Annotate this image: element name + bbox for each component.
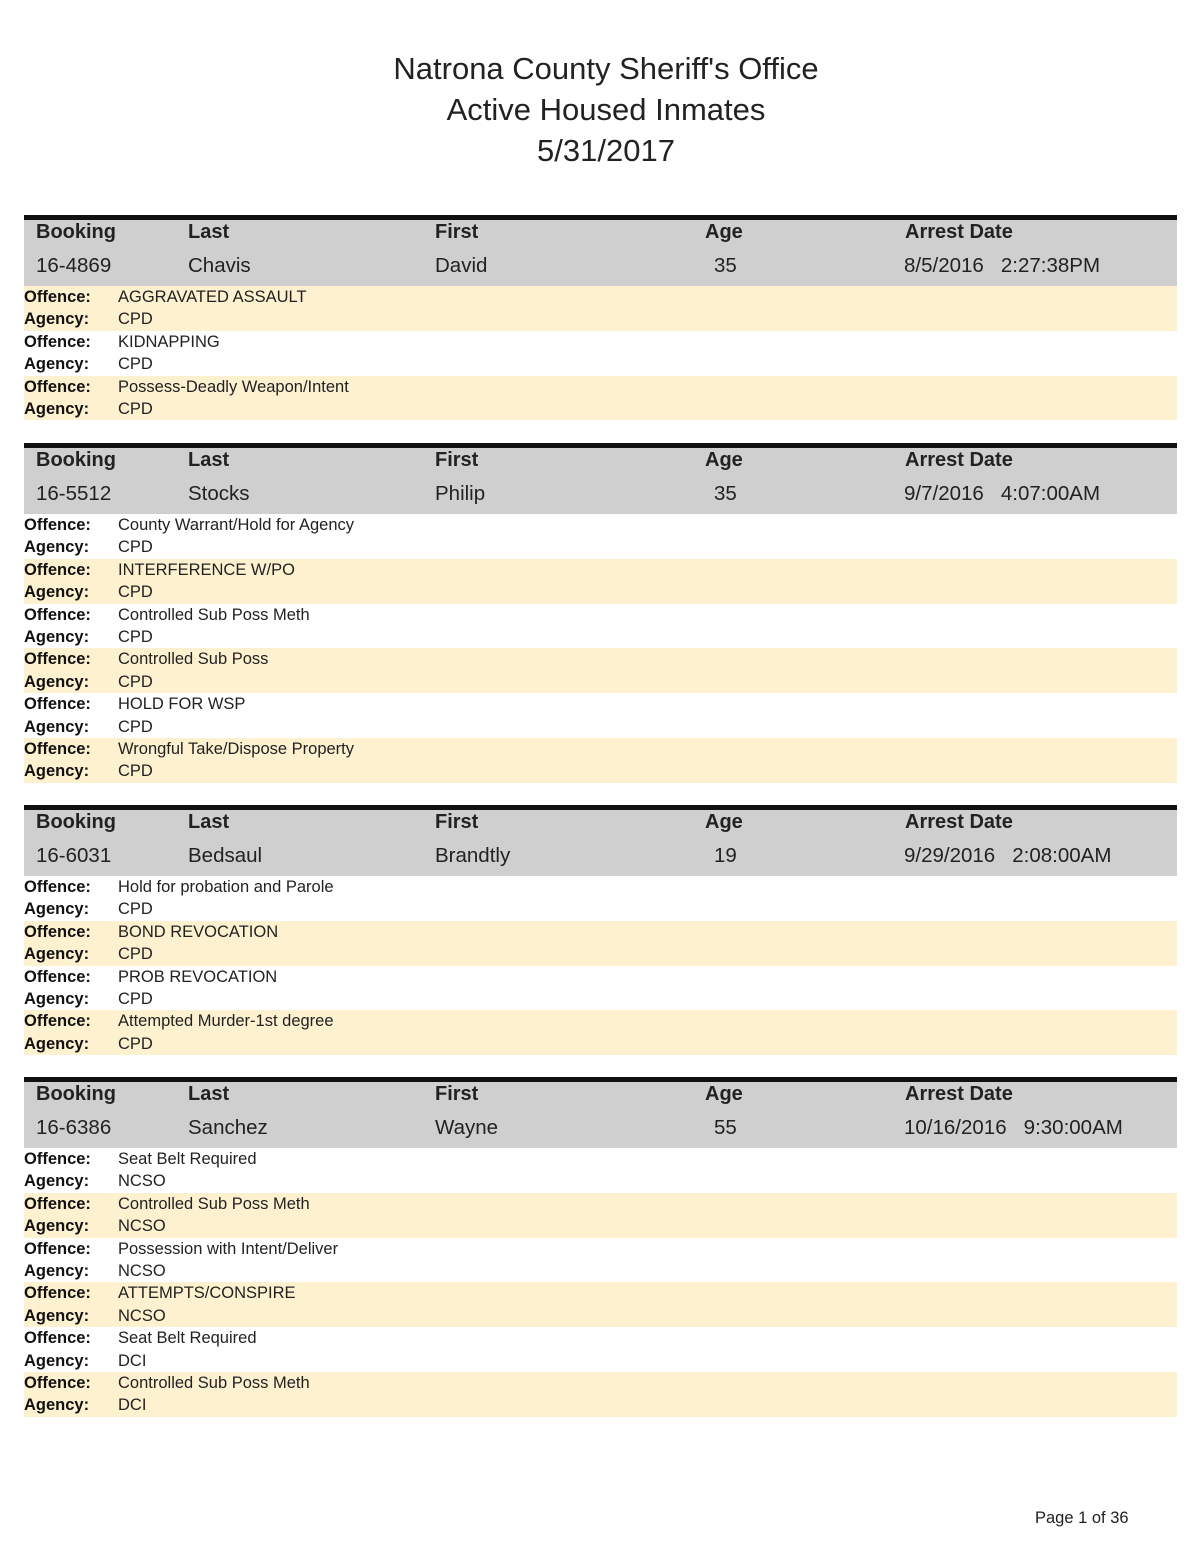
age-label: Age (705, 221, 743, 243)
agency-value: CPD (118, 538, 153, 557)
charge-entry (24, 966, 1177, 1011)
charge-entry (24, 514, 1177, 559)
offence-label: Offence: (24, 650, 91, 669)
charge-entry (24, 876, 1177, 921)
charge-entry (24, 738, 1177, 783)
charge-entry (24, 331, 1177, 376)
agency-value: CPD (118, 900, 153, 919)
report-name: Active Housed Inmates (446, 92, 766, 127)
last-label: Last (188, 449, 230, 471)
offence-value: Possess-Deadly Weapon/Intent (118, 377, 349, 396)
charge-entry (24, 921, 1177, 966)
offence-label: Offence: (24, 516, 91, 534)
last-name: Sanchez (188, 1116, 268, 1139)
offence-value: Seat Belt Required (118, 1329, 257, 1348)
offence-value: Seat Belt Required (118, 1150, 257, 1168)
offence-label: Offence: (24, 695, 91, 714)
agency-value: CPD (118, 310, 153, 329)
record-header (24, 1077, 1177, 1148)
charge-entry (24, 1010, 1177, 1055)
first-name: Brandtly (435, 844, 511, 867)
last-label: Last (188, 811, 230, 833)
offence-label: Offence: (24, 1194, 91, 1213)
charge-entry (24, 376, 1177, 421)
first-name: Wayne (435, 1116, 499, 1139)
charge-entry (24, 1327, 1177, 1372)
age-value: 35 (714, 482, 737, 505)
agency-label: Agency: (24, 1217, 90, 1236)
page-number: Page 1 of 36 (1035, 1509, 1129, 1527)
last-name: Bedsaul (188, 844, 263, 867)
offence-label: Offence: (24, 605, 91, 624)
charge-entry (24, 1193, 1177, 1238)
agency-label: Agency: (24, 627, 90, 646)
offence-label: Offence: (24, 332, 91, 351)
arrest-date-label: Arrest Date (905, 1083, 1013, 1105)
age-label: Age (705, 1083, 743, 1105)
arrest-date-label: Arrest Date (905, 449, 1013, 471)
agency-label: Agency: (24, 583, 90, 602)
offence-label: Offence: (24, 1012, 91, 1031)
inmate-record (24, 443, 1177, 783)
first-name: Philip (435, 482, 486, 505)
offence-label: Offence: (24, 1239, 91, 1258)
agency-label: Agency: (24, 717, 90, 736)
agency-label: Agency: (24, 399, 90, 418)
agency-label: Agency: (24, 762, 90, 781)
charge-entry (24, 559, 1177, 604)
agency-value: DCI (118, 1396, 147, 1415)
charge-entry (24, 1148, 1177, 1193)
agency-value: NCSO (118, 1217, 166, 1236)
agency-label: Agency: (24, 1034, 90, 1053)
agency-label: Agency: (24, 1261, 90, 1280)
arrest-date-value: 8/5/2016 2:27:38PM (904, 254, 1101, 277)
offence-value: County Warrant/Hold for Agency (118, 516, 354, 534)
offence-label: Offence: (24, 288, 91, 306)
booking-label: Booking (36, 811, 116, 833)
offence-value: Controlled Sub Poss Meth (118, 605, 310, 624)
age-value: 55 (714, 1116, 737, 1139)
offence-value: BOND REVOCATION (118, 922, 279, 941)
agency-label: Agency: (24, 310, 90, 329)
charge-entry (24, 286, 1177, 331)
booking-label: Booking (36, 449, 116, 471)
offence-label: Offence: (24, 967, 91, 986)
inmate-record (24, 215, 1177, 420)
agency-value: CPD (118, 355, 153, 374)
booking-number: 16-6386 (36, 1116, 112, 1139)
record-header (24, 443, 1177, 514)
last-label: Last (188, 221, 230, 243)
agency-label: Agency: (24, 672, 90, 691)
agency-label: Agency: (24, 900, 90, 919)
offence-label: Offence: (24, 1373, 91, 1392)
age-value: 35 (714, 254, 737, 277)
booking-number: 16-5512 (36, 482, 112, 505)
age-value: 19 (714, 844, 737, 867)
agency-label: Agency: (24, 989, 90, 1008)
agency-value: CPD (118, 672, 153, 691)
offence-value: INTERFERENCE W/PO (118, 560, 295, 579)
agency-value: CPD (118, 399, 153, 418)
charge-entry (24, 1238, 1177, 1283)
report-date: 5/31/2017 (537, 133, 675, 168)
booking-number: 16-6031 (36, 844, 112, 867)
offence-value: Attempted Murder-1st degree (118, 1012, 334, 1031)
offence-label: Offence: (24, 878, 91, 896)
first-label: First (435, 449, 479, 471)
offence-value: Controlled Sub Poss Meth (118, 1194, 310, 1213)
first-name: David (435, 254, 488, 277)
offence-value: Controlled Sub Poss (118, 650, 269, 669)
charge-entry (24, 693, 1177, 738)
agency-value: CPD (118, 762, 153, 781)
offence-label: Offence: (24, 1150, 91, 1168)
arrest-date-label: Arrest Date (905, 221, 1013, 243)
agency-value: CPD (118, 1034, 153, 1053)
arrest-date-label: Arrest Date (905, 811, 1013, 833)
agency-label: Agency: (24, 945, 90, 964)
charge-entry (24, 648, 1177, 693)
last-label: Last (188, 1083, 230, 1105)
agency-label: Agency: (24, 355, 90, 374)
offence-value: Possession with Intent/Deliver (118, 1239, 339, 1258)
first-label: First (435, 221, 479, 243)
offence-value: Wrongful Take/Dispose Property (118, 739, 355, 758)
inmate-record (24, 1077, 1177, 1417)
agency-label: Agency: (24, 1306, 90, 1325)
last-name: Stocks (188, 482, 250, 505)
offence-label: Offence: (24, 739, 91, 758)
booking-label: Booking (36, 221, 116, 243)
arrest-date-value: 9/7/2016 4:07:00AM (904, 482, 1101, 505)
agency-value: CPD (118, 717, 153, 736)
record-header (24, 215, 1177, 286)
agency-value: CPD (118, 945, 153, 964)
last-name: Chavis (188, 254, 251, 277)
org-name: Natrona County Sheriff's Office (393, 51, 819, 86)
charge-entry (24, 604, 1177, 649)
offence-value: Controlled Sub Poss Meth (118, 1373, 310, 1392)
booking-number: 16-4869 (36, 254, 112, 277)
agency-value: CPD (118, 627, 153, 646)
agency-value: NCSO (118, 1261, 166, 1280)
offence-label: Offence: (24, 377, 91, 396)
age-label: Age (705, 449, 743, 471)
agency-value: CPD (118, 989, 153, 1008)
first-label: First (435, 811, 479, 833)
agency-value: DCI (118, 1351, 147, 1370)
offence-value: AGGRAVATED ASSAULT (118, 288, 307, 306)
offence-value: KIDNAPPING (118, 332, 220, 351)
offence-label: Offence: (24, 560, 91, 579)
offence-label: Offence: (24, 1329, 91, 1348)
agency-value: NCSO (118, 1306, 166, 1325)
offence-value: ATTEMPTS/CONSPIRE (118, 1284, 296, 1303)
agency-label: Agency: (24, 538, 90, 557)
offence-value: HOLD FOR WSP (118, 695, 246, 714)
first-label: First (435, 1083, 479, 1105)
arrest-date-value: 9/29/2016 2:08:00AM (904, 844, 1112, 867)
agency-label: Agency: (24, 1351, 90, 1370)
agency-label: Agency: (24, 1172, 90, 1191)
offence-value: Hold for probation and Parole (118, 878, 334, 896)
report-title (0, 48, 1200, 171)
charge-entry (24, 1282, 1177, 1327)
offence-value: PROB REVOCATION (118, 967, 278, 986)
booking-label: Booking (36, 1083, 116, 1105)
offence-label: Offence: (24, 1284, 91, 1303)
agency-value: NCSO (118, 1172, 166, 1191)
record-header (24, 805, 1177, 876)
agency-value: CPD (118, 583, 153, 602)
charge-entry (24, 1372, 1177, 1417)
offence-label: Offence: (24, 922, 91, 941)
agency-label: Agency: (24, 1396, 90, 1415)
arrest-date-value: 10/16/2016 9:30:00AM (904, 1116, 1123, 1139)
age-label: Age (705, 811, 743, 833)
inmate-record (24, 805, 1177, 1055)
